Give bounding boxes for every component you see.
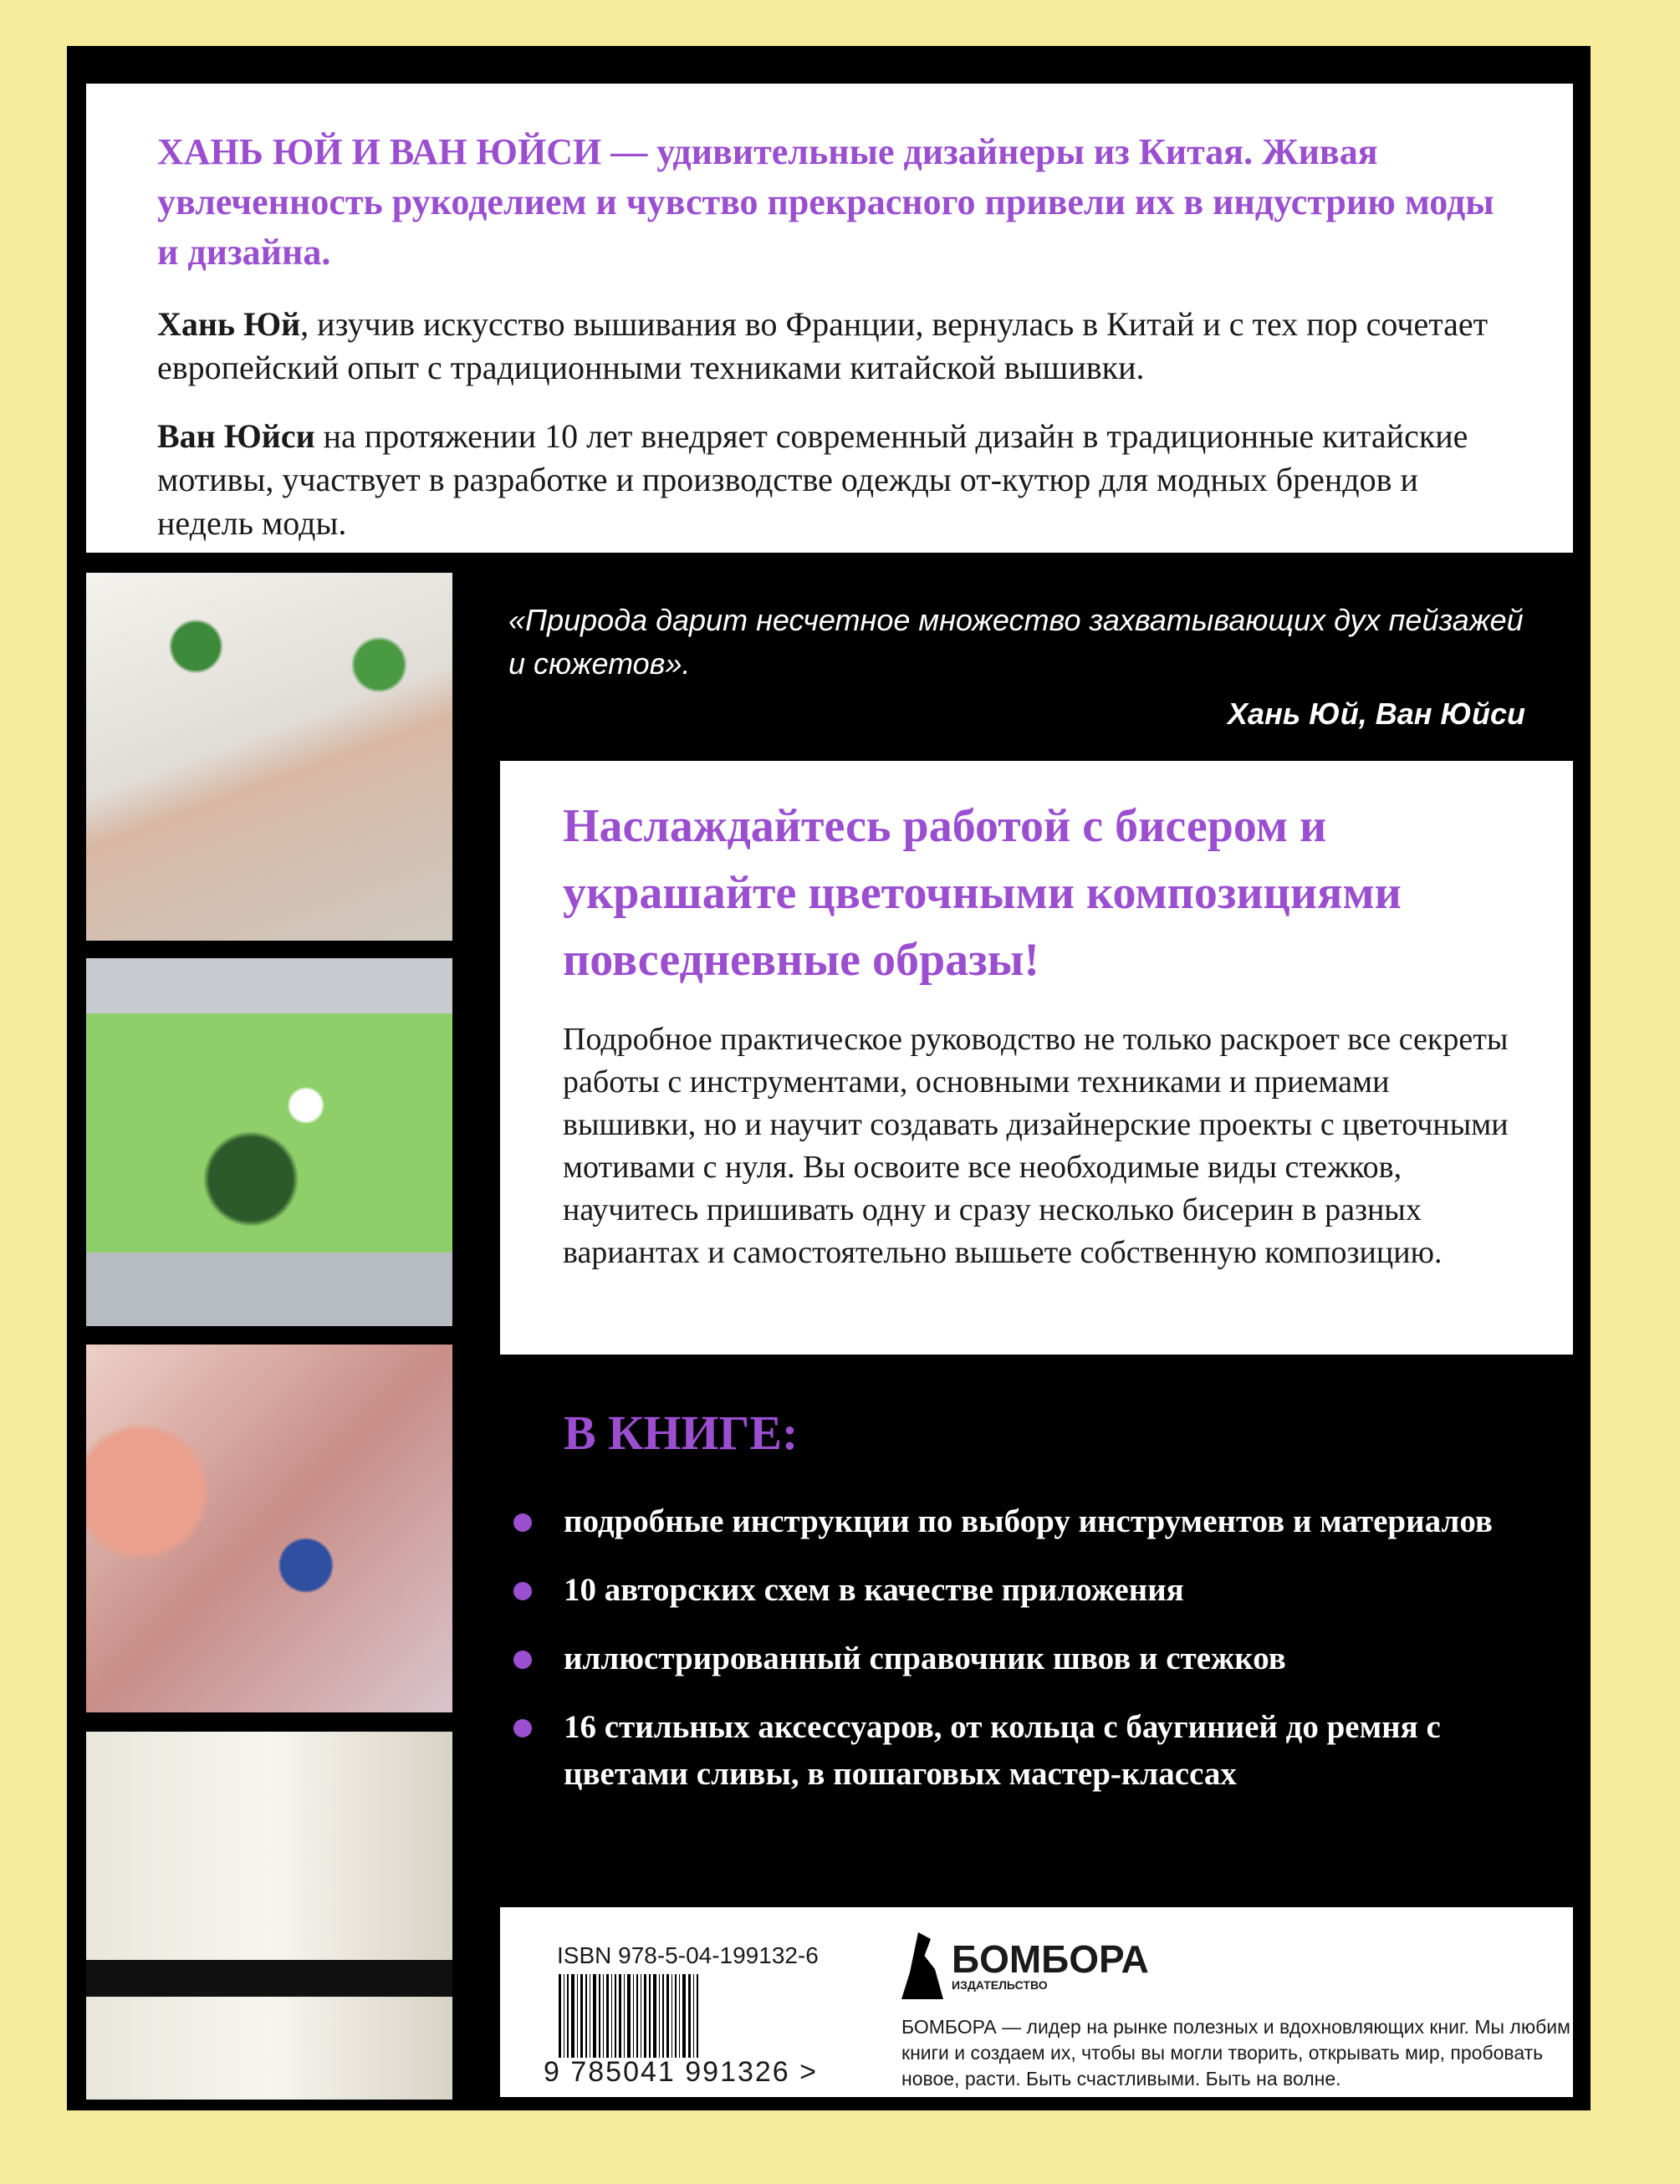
feature-text: иллюстрированный справочник швов и стежков — [564, 1641, 1286, 1676]
feature-item — [508, 1635, 1545, 1682]
bullet-icon — [513, 1582, 532, 1600]
author-1-text: , изучив искусство вышивания во Франции, вернулась в Китай и с тех пор сочетает европейский опыт с традиционными техниками китайской вышивки. — [157, 305, 1489, 386]
author-1-name: Хань Юй — [157, 305, 301, 343]
barcode-bar — [606, 1974, 609, 2058]
barcode-bar — [571, 1974, 574, 2058]
author-2-bio — [157, 415, 1502, 545]
quote-text: «Природа дарит несчетное множество захватывающих дух пейзажей и сюжетов». — [508, 603, 1524, 681]
barcode-bar — [659, 1974, 660, 2058]
barcode-bar — [624, 1974, 625, 2058]
promo-box — [500, 761, 1573, 1355]
promo-headline: Наслаждайтесь работой с бисером и украшайте цветочными композициями повседневные образы! — [563, 800, 1402, 986]
barcode-bar — [671, 1974, 672, 2058]
feature-text: 16 стильных аксессуаров, от кольца с баугинией до ремня с цветами сливы, в пошаговых мастер-классах — [564, 1709, 1441, 1792]
barcode-bar — [615, 1974, 616, 2058]
photo-embroidered-cuffs — [86, 573, 452, 941]
promo-body: Подробное практическое руководство не только раскроет все секреты работы с инструментами, основными техниками и приемами вышивки, но и научит создавать дизайнерские проекты с цветочными мотивами с нуля. Вы освоите все необходимые виды стежков, научитесь пришивать одну и сразу несколько бисерин в разных вариантах и самостоятельно вышьете собственную композицию. — [563, 1022, 1509, 1270]
barcode-bar — [603, 1974, 604, 2058]
bullet-icon — [513, 1513, 532, 1532]
photo-beaded-bag — [86, 958, 452, 1326]
feature-item — [508, 1498, 1545, 1545]
barcode-bar — [682, 1974, 686, 2058]
features-title: В КНИГЕ: — [564, 1406, 799, 1460]
author-2-text: на протяжении 10 лет внедряет современный дизайн в традиционные китайские мотивы, участвует в разработке и производстве одежды от-кутюр для модных брендов и недель моды. — [157, 417, 1468, 542]
barcode — [559, 1974, 835, 2058]
publisher-blurb: БОМБОРА — лидер на рынке полезных и вдохновляющих книг. Мы любим книги и создаем их, чтобы вы могли творить, открывать мир, пробовать новое, расти. Быть счастливыми. Быть на волне. — [901, 2016, 1570, 2090]
barcode-bar — [697, 1974, 698, 2058]
barcode-bar — [653, 1974, 656, 2058]
publisher-logo-icon — [901, 1932, 943, 1999]
barcode-bar — [662, 1974, 664, 2058]
feature-item — [508, 1704, 1545, 1798]
barcode-bar — [627, 1974, 631, 2058]
authors-lead: ХАНЬ ЮЙ И ВАН ЮЙСИ — удивительные дизайнеры из Китая. Живая увлеченность рукоделием и чувство прекрасного привели их в индустрию моды и дизайна. — [157, 131, 1494, 273]
photo-embroidered-headband — [86, 1345, 452, 1712]
publisher-logo — [901, 1932, 1149, 1999]
publisher-box — [500, 1907, 1573, 2097]
barcode-bar — [585, 1974, 587, 2058]
barcode-bar — [666, 1974, 669, 2058]
photo-embroidered-belt — [86, 1732, 452, 2100]
barcode-bar — [679, 1974, 680, 2058]
barcode-bar — [688, 1974, 691, 2058]
quote-author: Хань Юй, Ван Юйси — [1228, 697, 1525, 731]
feature-item — [508, 1567, 1545, 1614]
features — [508, 1405, 1545, 1819]
author-1-bio — [157, 303, 1502, 390]
barcode-bar — [619, 1974, 621, 2058]
barcode-bar — [644, 1974, 646, 2058]
barcode-bar — [611, 1974, 612, 2058]
barcode-bar — [599, 1974, 600, 2058]
barcode-bar — [559, 1974, 561, 2058]
barcode-bar — [567, 1974, 569, 2058]
feature-text: подробные инструкции по выбору инструментов и материалов — [564, 1503, 1493, 1539]
publisher-name: БОМБОРА — [952, 1937, 1149, 1981]
quote — [508, 599, 1525, 736]
bullet-icon — [513, 1651, 532, 1669]
barcode-bar — [636, 1974, 638, 2058]
barcode-bar — [693, 1974, 694, 2058]
publisher-subtitle: ИЗДАТЕЛЬСТВО — [952, 1978, 1048, 1992]
barcode-bar — [580, 1974, 583, 2058]
feature-text: 10 авторских схем в качестве приложения — [564, 1572, 1184, 1608]
authors-box — [86, 84, 1573, 553]
barcode-number: 9 785041 991326 > — [544, 2056, 819, 2088]
barcode-bar — [675, 1974, 677, 2058]
barcode-bar — [593, 1974, 596, 2058]
barcode-bar — [577, 1974, 578, 2058]
barcode-bar — [633, 1974, 634, 2058]
bullet-icon — [513, 1719, 532, 1738]
author-2-name: Ван Юйси — [157, 417, 315, 455]
isbn: ISBN 978-5-04-199132-6 — [557, 1942, 819, 1968]
barcode-bar — [649, 1974, 651, 2058]
